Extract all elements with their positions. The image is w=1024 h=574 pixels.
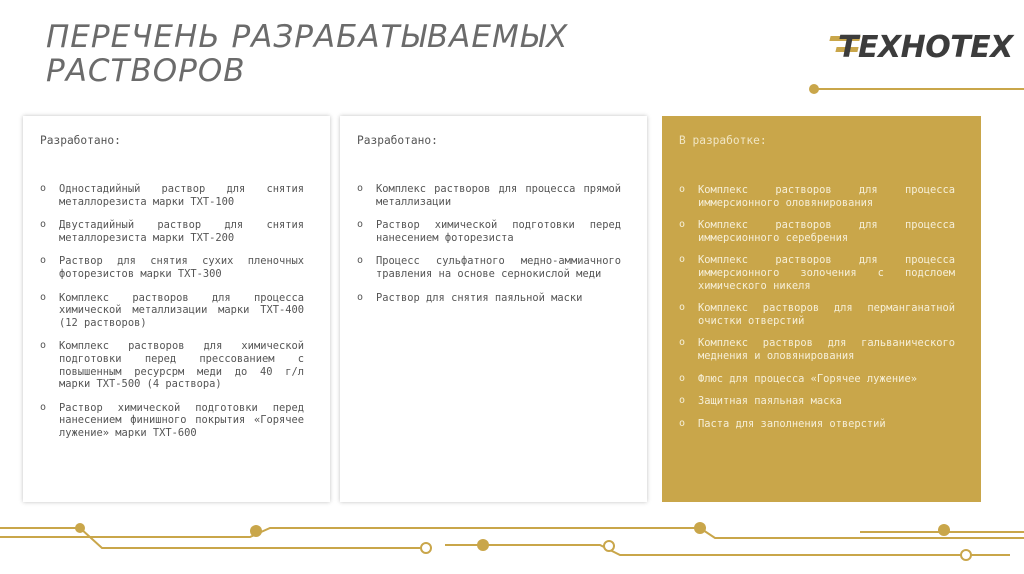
list-item: o Двустадийный раствор для снятия металлорезиста марки ТХТ-200 [40,219,304,244]
list-item: o Комплекс растворов для процесса иммерсионного оловянирования [679,184,955,209]
list-item: o Комплекс растворов для процесса химической металлизации марки ТХТ-400 (12 растворов) [40,291,304,329]
column-in-development [662,116,981,502]
circuit-line-bottom-3 [445,545,1010,555]
circuit-node [477,539,489,551]
list-item: o Раствор химической подготовки перед нанесением финишного покрытия «Горячее лужение» марки ТХТ-600 [40,401,304,439]
page-title: ПЕРЕЧЕНЬ РАЗРАБАТЫВАЕМЫХ РАСТВОРОВ [46,19,569,89]
column-developed-2 [340,116,647,502]
circuit-node [694,522,706,534]
list-item: o Комплекс растворов для процесса иммерсионного золочения с подслоем химического никеля [679,254,955,292]
circuit-node-hollow [961,550,971,560]
list-item: o Защитная паяльная маска [679,395,842,408]
circuit-node [75,523,85,533]
list-item: o Комплекс растворов для процесса иммерсионного серебрения [679,219,955,244]
circuit-node [250,525,262,537]
column-heading: Разработано: [357,134,438,147]
list-item: o Паста для заполнения отверстий [679,417,886,430]
list-item: o Комплекс растворов для перманганатной очистки отверстий [679,302,955,327]
list-item: o Комплекс раствров для гальванического меднения и оловянирования [679,337,955,362]
list-item: o Комплекс растворов для процесса прямой металлизации [357,183,621,208]
list-item: o Флюс для процесса «Горячее лужение» [679,372,917,385]
list-item: o Раствор химической подготовки перед нанесением фоторезиста [357,219,621,244]
item-list [40,183,304,440]
circuit-node-hollow [421,543,431,553]
column-heading: Разработано: [40,134,121,147]
item-list [679,184,955,430]
list-item: o Раствор для снятия сухих пленочных фоторезистов марки ТХТ-300 [40,255,304,280]
item-list [357,183,621,304]
list-item: o Комплекс растворов для химической подготовки перед прессованием с повышенным ресурсрм меди до 40 г/л марки ТХТ-500 (4 раствора) [40,340,304,391]
circuit-node [809,84,819,94]
column-developed-1 [23,116,330,502]
circuit-node [938,524,950,536]
list-item: o Одностадийный раствор для снятия металлорезиста марки ТХТ-100 [40,183,304,208]
logo-text: ТЕХНОТЕХ [838,30,1013,65]
circuit-node-hollow [604,541,614,551]
column-heading: В разработке: [679,134,767,147]
list-item: o Раствор для снятия паяльной маски [357,291,583,304]
list-item: o Процесс сульфатного медно-аммиачного травления на основе сернокислой меди [357,255,621,280]
